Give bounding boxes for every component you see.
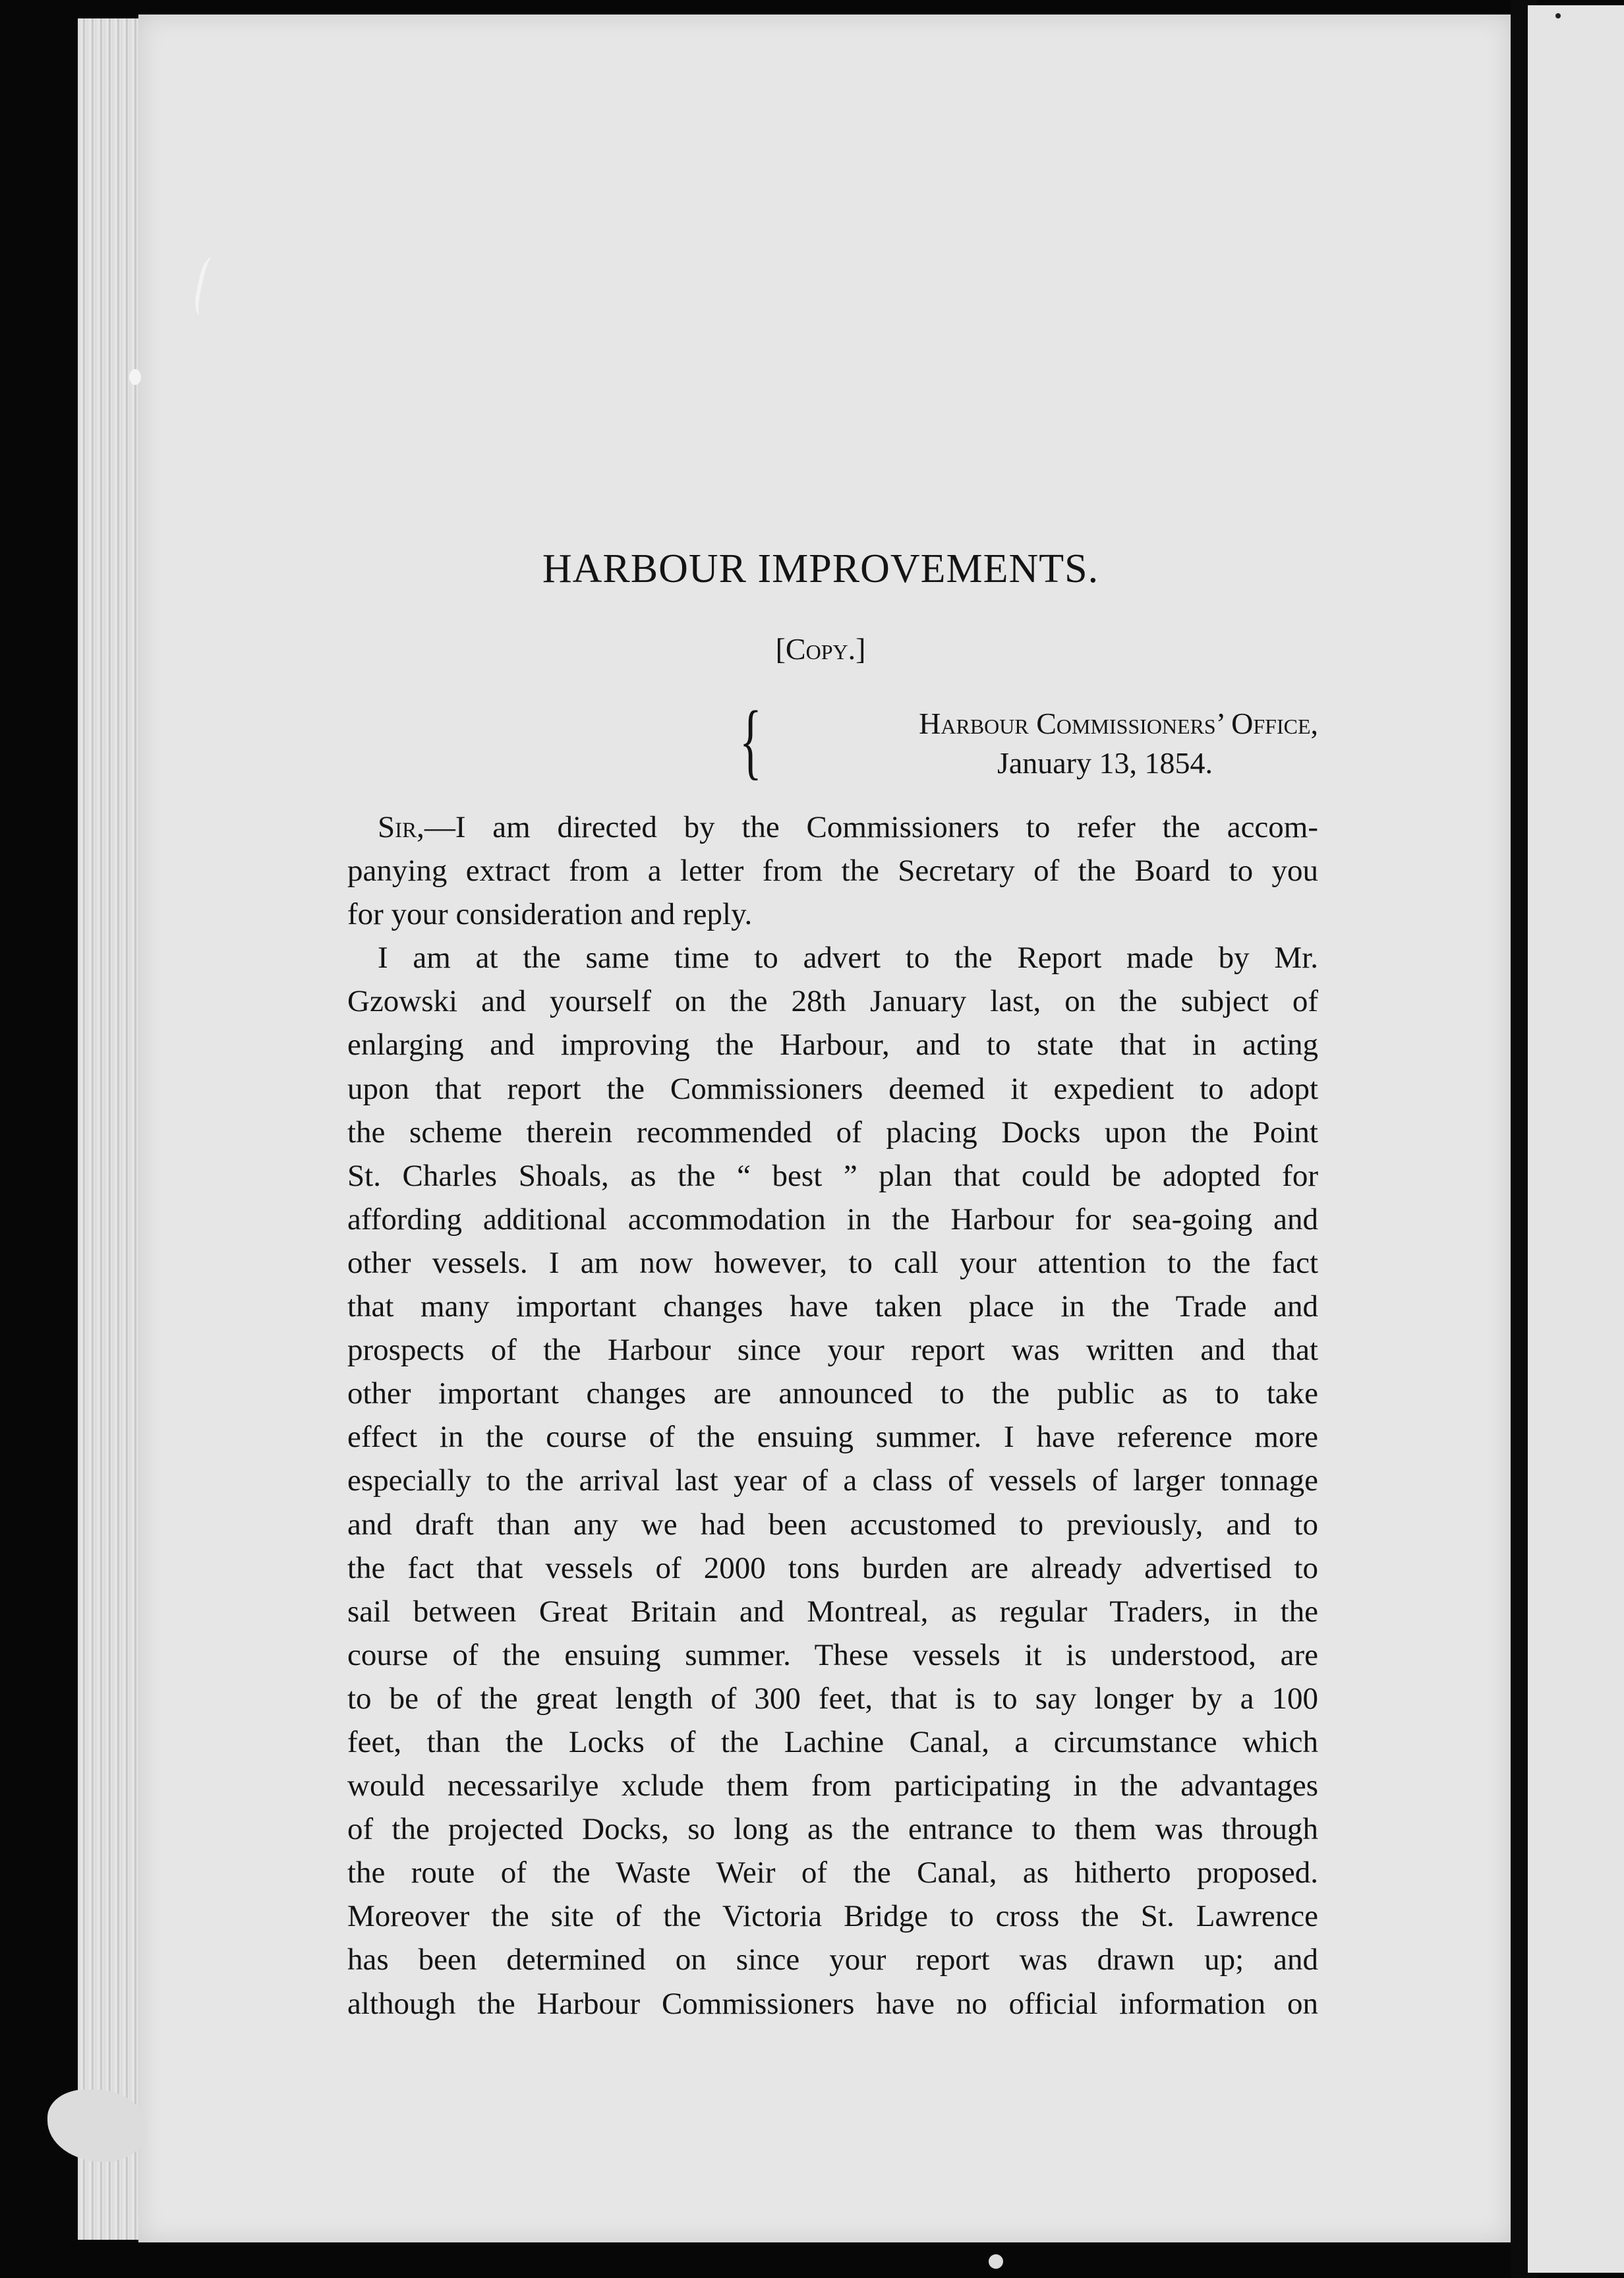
body-line: enlarging and improving the Harbour, and to state that in acting [347, 1028, 1318, 1063]
body-line: Moreover the site of the Victoria Bridge to cross the St. Lawrence [347, 1899, 1318, 1934]
body-line: St. Charles Shoals, as the “ best ” plan that could be adopted for [347, 1158, 1318, 1193]
body-line: Gzowski and yourself on the 28th January last, on the subject of [347, 984, 1318, 1019]
body-line: sail between Great Britain and Montreal, as regular Traders, in the [347, 1594, 1318, 1629]
letter-date: January 13, 1854. [997, 746, 1213, 780]
body-line: and draft than any we had been accustomed to previously, and to [347, 1507, 1318, 1542]
body-line: to be of the great length of 300 feet, that is to say longer by a 100 [347, 1681, 1318, 1716]
body-line: upon that report the Commissioners deemed it expedient to adopt [347, 1071, 1318, 1106]
paper-mark [989, 2254, 1003, 2269]
body-line: panying extract from a letter from the Secretary of the Board to you [347, 854, 1318, 889]
address-brace: { [740, 694, 762, 788]
body-line: effect in the course of the ensuing summer. I have reference more [347, 1420, 1318, 1455]
body-line: that many important changes have taken place in the Trade and [347, 1289, 1318, 1324]
document-title: HARBOUR IMPROVEMENTS. [542, 546, 1099, 591]
body-line: other vessels. I am now however, to call your attention to the fact [347, 1245, 1318, 1280]
adjacent-page-edge [1528, 5, 1624, 2273]
body-line: the scheme therein recommended of placing Docks upon the Point [347, 1115, 1318, 1150]
body-line: of the projected Docks, so long as the entrance to them was through [347, 1812, 1318, 1847]
body-line: the fact that vessels of 2000 tons burden are already advertised to [347, 1550, 1318, 1585]
body-line: course of the ensuing summer. These vessels it is understood, are [347, 1637, 1318, 1672]
paper-mark [1555, 13, 1561, 18]
body-line: other important changes are announced to the public as to take [347, 1376, 1318, 1411]
body-line: feet, than the Locks of the Lachine Canal, a circumstance which [347, 1724, 1318, 1759]
body-line: especially to the arrival last year of a class of vessels of larger tonnage [347, 1463, 1318, 1498]
body-line: has been determined on since your report was drawn up; and [347, 1942, 1318, 1977]
body-line: for your consideration and reply. [347, 897, 753, 932]
sender-office: Harbour Commissioners’ Office, [919, 707, 1318, 740]
body-line [347, 805, 1318, 849]
body-line: although the Harbour Commissioners have no official information on [347, 1986, 1318, 2021]
body-line: would necessarilye xclude them from participating in the advantages [347, 1768, 1318, 1803]
copy-label: [Copy.] [775, 632, 866, 666]
paper-mark [129, 369, 141, 385]
letter-heading [771, 704, 1318, 783]
body-line: prospects of the Harbour since your report was written and that [347, 1333, 1318, 1368]
body-line: affording additional accommodation in the Harbour for sea-going and [347, 1202, 1318, 1237]
body-line: the route of the Waste Weir of the Canal, as hitherto proposed. [347, 1855, 1318, 1890]
body-line: I am at the same time to advert to the Report made by Mr. [378, 941, 1318, 976]
letter-body [347, 805, 1318, 2026]
salutation: Sir, [378, 810, 424, 844]
paper-mark [47, 2089, 146, 2162]
body-line-text: —I am directed by the Commissioners to refer the accom- [424, 810, 1318, 844]
